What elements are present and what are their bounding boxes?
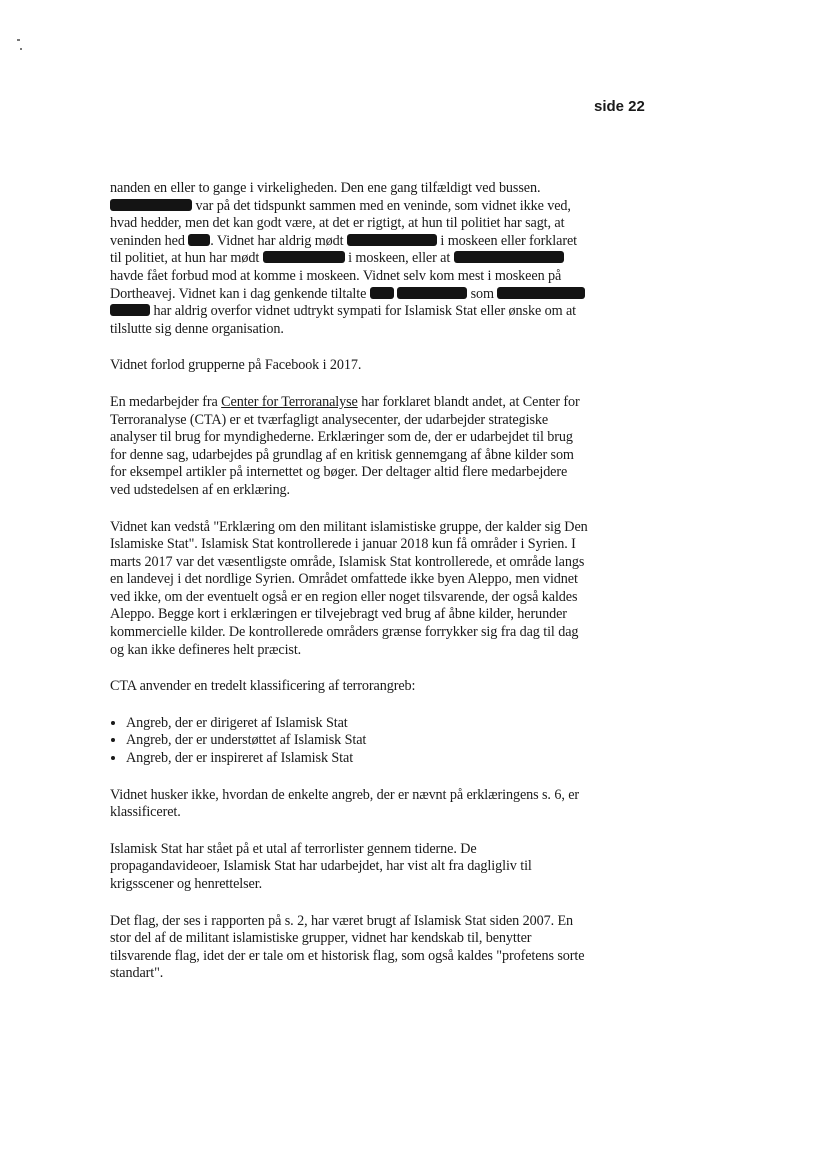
list-item: • Angreb, der er dirigeret af Islamisk Stat <box>126 715 588 733</box>
text-segment: var på det tidspunkt sammen med en veninde, som vidnet ikke ved, hvad hedder, men det kan godt være, at det er rigtigt, at hun til politiet har sagt, at veninden hed <box>110 197 571 249</box>
attack-type-list <box>110 715 588 768</box>
paragraph-witness-testimony <box>110 180 588 338</box>
text-segment: som <box>470 285 494 302</box>
redaction-block <box>188 234 210 246</box>
redaction-block <box>397 287 467 299</box>
list-item: • Angreb, der er understøttet af Islamisk Stat <box>126 732 588 750</box>
text-segment: i moskeen, eller at <box>348 250 451 267</box>
cta-link[interactable]: Center for Terroranalyse <box>221 393 358 410</box>
text-segment: . Vidnet har aldrig mødt <box>210 232 344 249</box>
page-number: side 22 <box>594 98 645 115</box>
document-body <box>110 180 588 1002</box>
text-segment: nanden en eller to gange i virkeligheden. Den ene gang tilfældigt ved bussen. <box>110 180 541 196</box>
paragraph-flag: Det flag, der ses i rapporten på s. 2, har været brugt af Islamisk Stat siden 2007. En stor del af de militant islamistiske grupper, vidnet har kendskab til, benytter tilsvarende flag, idet der er tale om et historisk flag, som også kaldes "profetens sorte standart". <box>110 912 585 982</box>
paragraph-terrorlists: Islamisk Stat har stået på et utal af terrorlister gennem tiderne. De propagandavideoer, Islamisk Stat har udarbejdet, har vist alt fra dagligliv til krigsscener og henrettelser. <box>110 840 532 892</box>
scan-speck <box>20 48 22 50</box>
text-segment: havde fået forbud mod at komme i moskeen. Vidnet selv kom mest i moskeen på Dortheavej. Vidnet kan i dag genkende tiltalte <box>110 267 562 302</box>
redaction-block <box>347 234 437 246</box>
redaction-block <box>370 287 394 299</box>
text-segment: i moskeen eller forklaret til politiet, at hun har mødt <box>110 232 577 267</box>
text-segment: En medarbejder fra <box>110 393 222 410</box>
redaction-block <box>110 199 192 211</box>
list-item: • Angreb, der er inspireret af Islamisk Stat <box>126 750 588 768</box>
paragraph-classification: CTA anvender en tredelt klassificering af terrorangreb: <box>110 678 416 695</box>
paragraph-declaration: Vidnet kan vedstå "Erklæring om den militant islamistiske gruppe, der kalder sig Den Islamiske Stat". Islamisk Stat kontrollerede i januar 2018 kun få områder i Syrien. I marts 2017 var det væsentligste område, Islamisk Stat kontrollerede, et område langs en landevej i det nordlige Syrien. Området omfattede ikke byen Aleppo, men vidnet ved ikke, om der eventuelt også er en region eller noget tilsvarende, der også kaldes Aleppo. Begge kort i erklæringen er tilvejebragt ved brug af åbne kilder, herunder kommercielle kilder. De kontrollerede områders grænse forrykker sig fra dag til dag og kan ikke defineres helt præcist. <box>110 518 588 658</box>
redaction-block <box>454 251 564 263</box>
scan-speck <box>17 39 20 41</box>
paragraph-facebook: Vidnet forlod grupperne på Facebook i 2017. <box>110 357 362 374</box>
redaction-block <box>263 251 345 263</box>
text-segment: har forklaret blandt andet, at Center for Terroranalyse (CTA) er et tværfagligt analysecenter, der udarbejder strategiske analyser til brug for myndighederne. Erklæringer som de, der er udarbejdet til brug for denne sag, udarbejdes på grundlag af en kritisk gennemgang af åbne kilder som for eksempel artikler på internettet og bøger. Der deltager altid flere medarbejdere ved udstedelsen af en erklæring. <box>110 393 580 498</box>
paragraph-classified: Vidnet husker ikke, hvordan de enkelte angreb, der er nævnt på erklæringens s. 6, er klassificeret. <box>110 786 580 821</box>
text-segment: har aldrig overfor vidnet udtrykt sympati for Islamisk Stat eller ønske om at tilslutte sig denne organisation. <box>110 303 577 337</box>
redaction-block <box>110 304 150 316</box>
paragraph-cta <box>110 394 588 500</box>
redaction-block <box>497 287 585 299</box>
